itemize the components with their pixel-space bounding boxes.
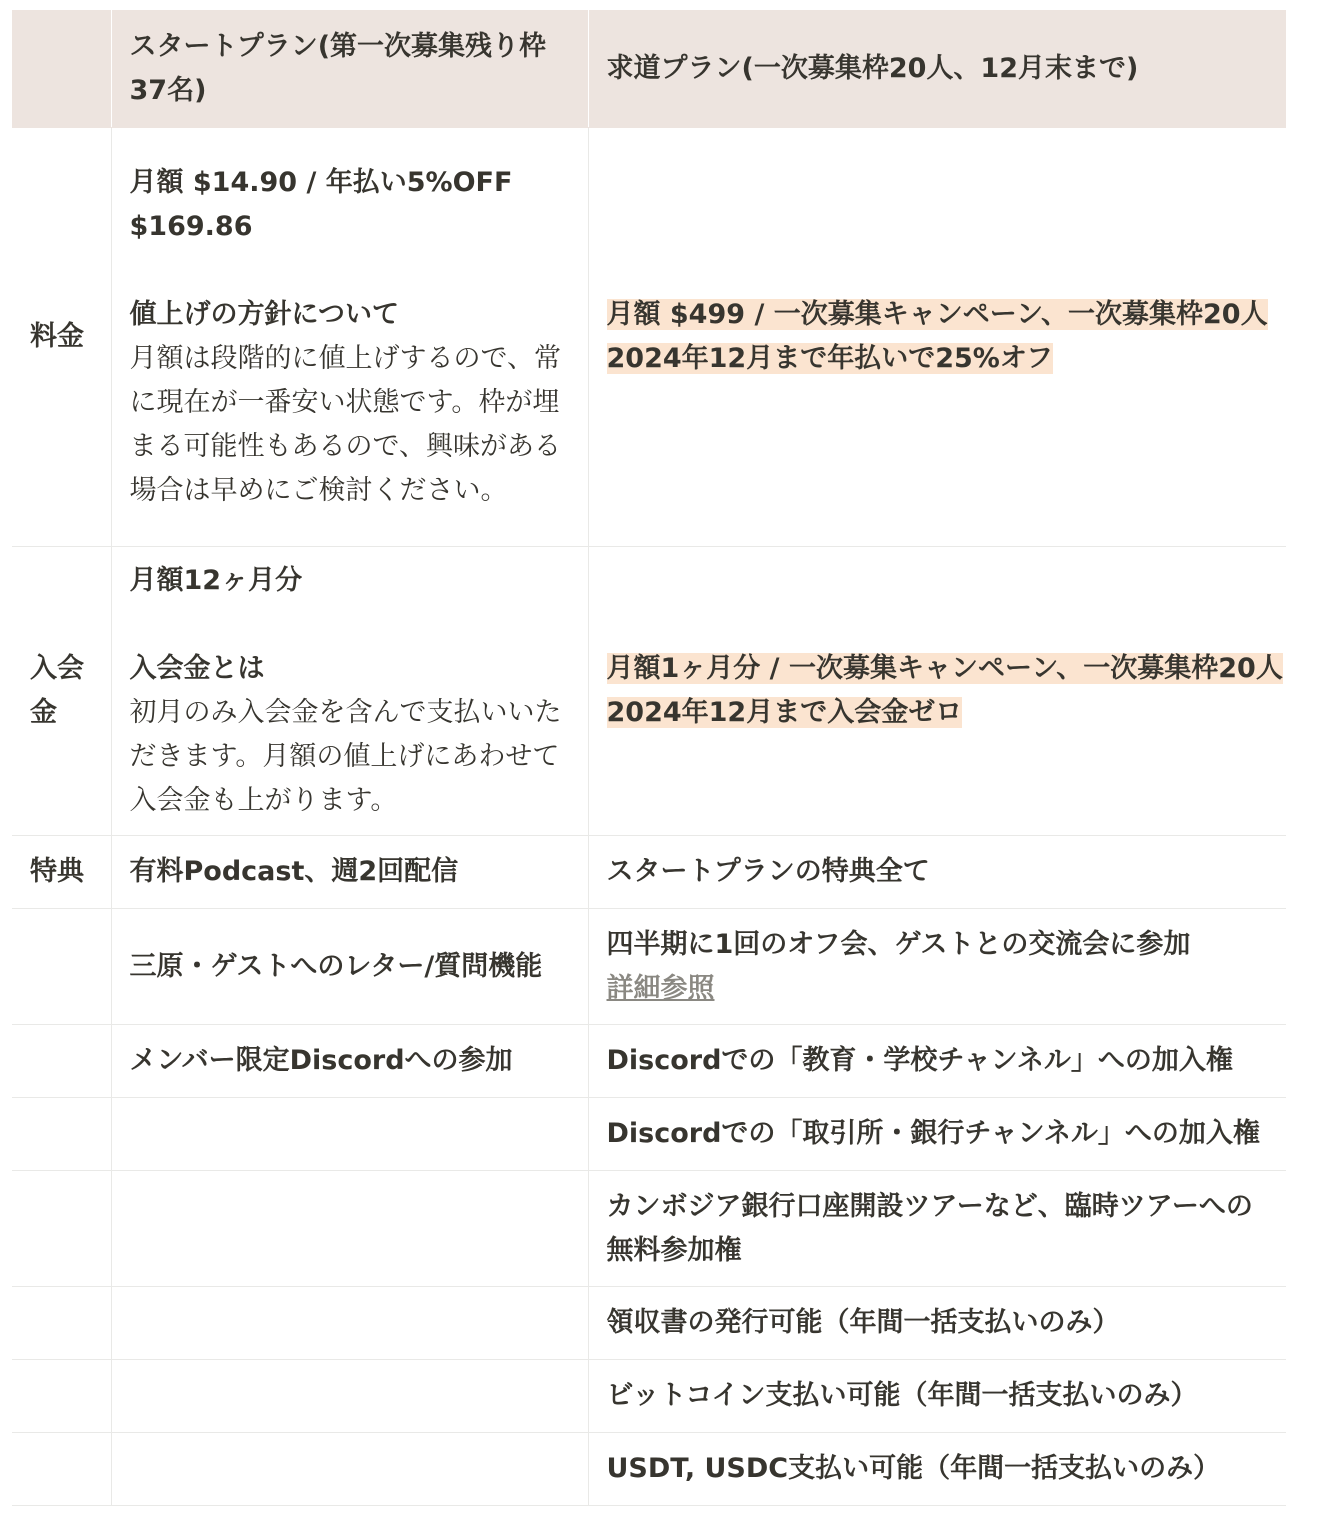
benefit-row [12,1287,1286,1360]
fee-kyudo-line1: 月額 $499 / 一次募集キャンペーン、一次募集枠20人 [606,299,1268,330]
benefit-kyudo-text: 四半期に1回のオフ会、ゲストとの交流会に参加 [606,928,1191,960]
details-link[interactable]: 詳細参照 [606,972,715,1004]
join-start-title: 入会金とは [129,653,265,684]
header-row [12,11,1286,128]
benefit-row [12,1025,1286,1098]
benefit-kyudo-cell: カンボジア銀行口座開設ツアーなど、臨時ツアーへの無料参加権 [588,1171,1286,1287]
benefit-kyudo-cell [588,909,1286,1025]
header-cell-empty [12,11,111,128]
benefit-row [12,836,1286,909]
fee-start-cell [111,128,588,547]
fee-label: 料金 [12,128,111,547]
benefit-kyudo-cell: Discordでの「取引所・銀行チャンネル」への加入権 [588,1098,1286,1171]
benefit-label-empty [12,1098,111,1171]
benefit-start-cell [111,1098,588,1171]
plan-comparison-table-wrapper [12,10,1286,1506]
benefit-start-cell [111,1360,588,1433]
spacer [130,249,570,293]
benefit-row [12,1433,1286,1506]
benefit-start-cell: メンバー限定Discordへの参加 [111,1025,588,1098]
fee-policy-title: 値上げの方針について [129,299,399,330]
benefit-kyudo-cell: ビットコイン支払い可能（年間一括支払いのみ） [588,1360,1286,1433]
join-start-cell [111,547,588,836]
benefits-label: 特典 [12,836,111,909]
fee-policy-text: 月額は段階的に値上げするので、常に現在が一番安い状態です。枠が埋まる可能性もあるので、興味がある場合は早めにご検討ください。 [129,343,561,506]
benefit-label-empty [12,1433,111,1506]
benefit-kyudo-cell: スタートプランの特典全て [588,836,1286,909]
benefit-label-empty [12,1025,111,1098]
spacer [130,603,570,647]
benefit-label-empty [12,1360,111,1433]
benefit-start-cell: 有料Podcast、週2回配信 [111,836,588,909]
header-start-plan: スタートプラン(第一次募集残り枠37名) [111,11,588,128]
benefit-start-cell [111,1433,588,1506]
fee-start-price: 月額 $14.90 / 年払い5%OFF $169.86 [129,167,513,242]
join-start-amount: 月額12ヶ月分 [129,565,303,596]
benefit-start-cell: 三原・ゲストへのレター/質問機能 [111,909,588,1025]
benefit-kyudo-cell: USDT, USDC支払い可能（年間一括支払いのみ） [588,1433,1286,1506]
join-kyudo-cell [588,547,1286,836]
join-kyudo-line2: 2024年12月まで入会金ゼロ [606,697,963,728]
join-start-text: 初月のみ入会金を含んで支払いいただきます。月額の値上げにあわせて入会金も上がります。 [129,697,562,816]
fee-kyudo-cell [588,128,1286,547]
benefit-row [12,1360,1286,1433]
join-fee-row [12,547,1286,836]
benefit-label-empty [12,1287,111,1360]
join-fee-label: 入会金 [12,547,111,836]
benefit-label-empty [12,1171,111,1287]
header-kyudo-plan: 求道プラン(一次募集枠20人、12月末まで) [588,11,1286,128]
benefit-start-cell [111,1287,588,1360]
benefit-row [12,1098,1286,1171]
benefit-start-cell [111,1171,588,1287]
benefit-row [12,1171,1286,1287]
plan-comparison-table [12,10,1286,1506]
fee-row [12,128,1286,547]
benefit-row [12,909,1286,1025]
benefit-label-empty [12,909,111,1025]
fee-kyudo-line2: 2024年12月まで年払いで25%オフ [606,343,1054,374]
join-kyudo-line1: 月額1ヶ月分 / 一次募集キャンペーン、一次募集枠20人 [606,653,1283,684]
benefit-kyudo-cell: Discordでの「教育・学校チャンネル」への加入権 [588,1025,1286,1098]
benefit-kyudo-cell: 領収書の発行可能（年間一括支払いのみ） [588,1287,1286,1360]
